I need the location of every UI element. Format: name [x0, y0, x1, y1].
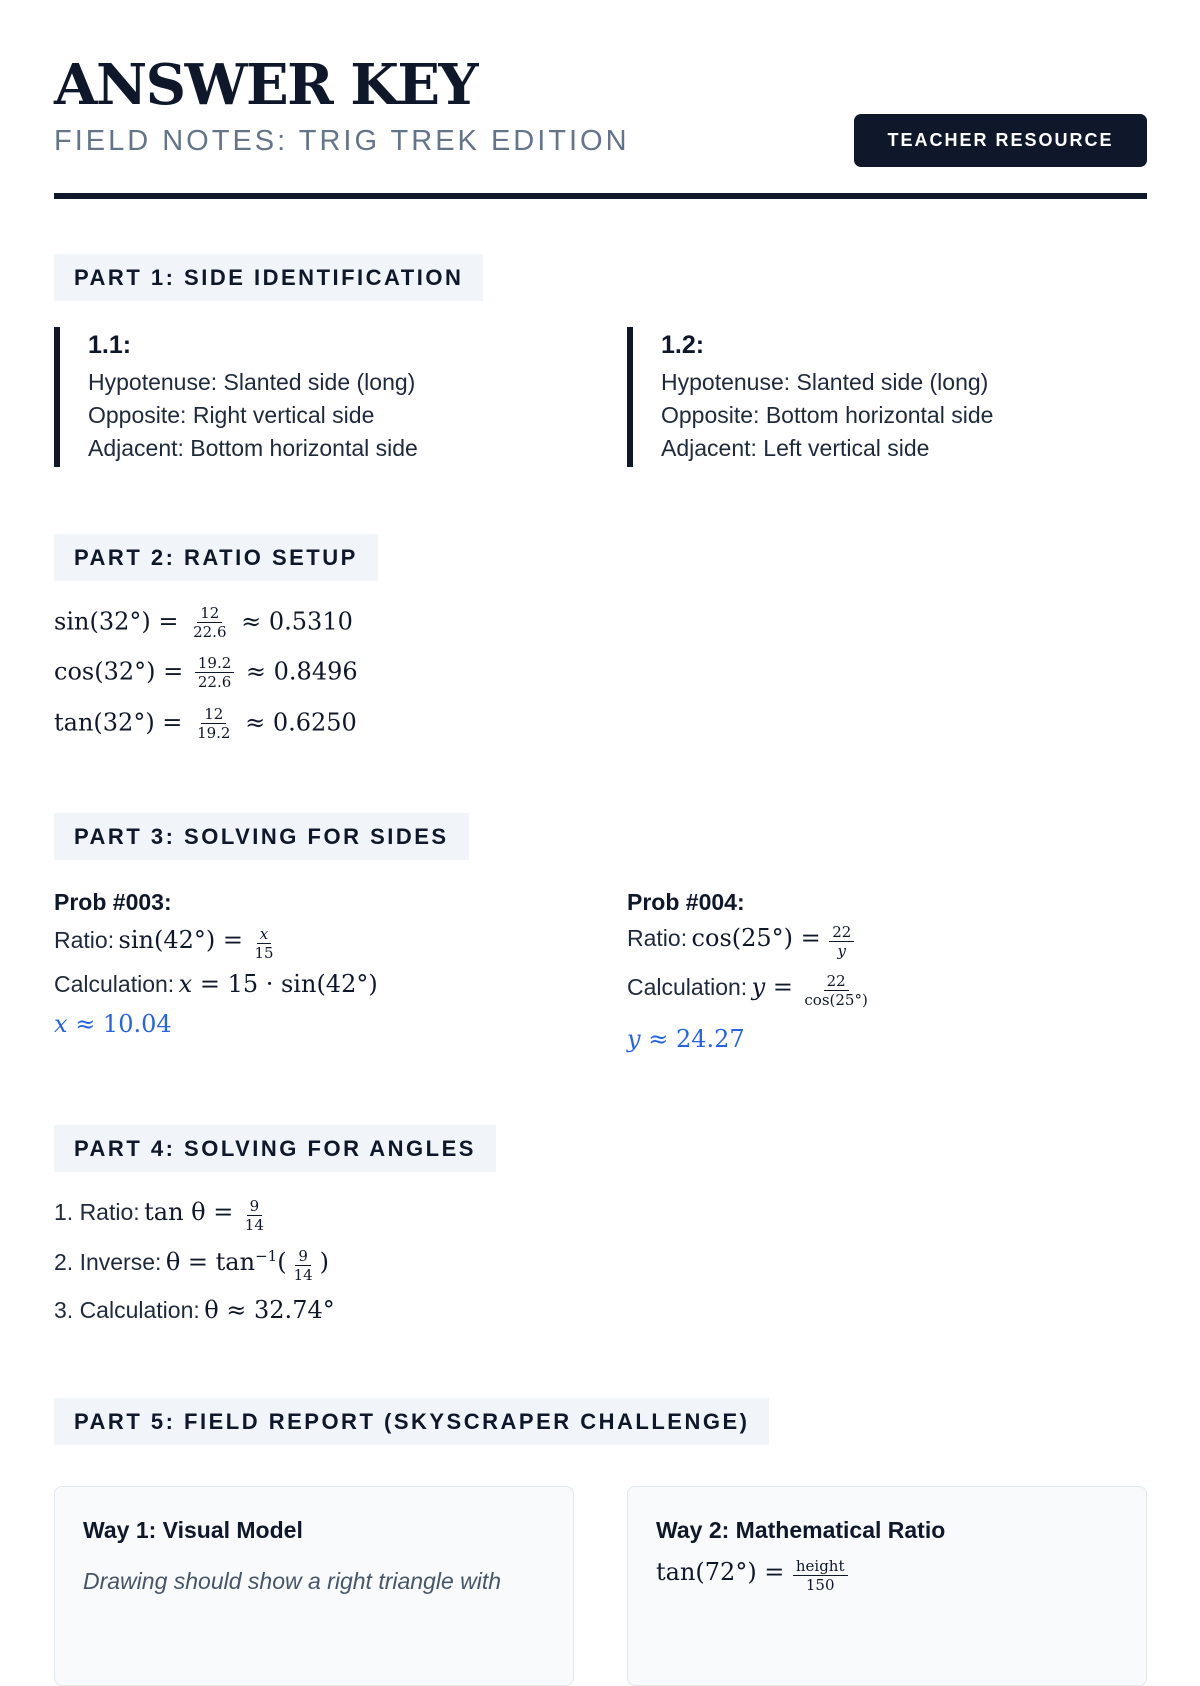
answer-variable: x: [54, 1010, 68, 1038]
part4-heading: PART 4: SOLVING FOR ANGLES: [54, 1125, 496, 1172]
ratio-expression: cos(25°) =: [691, 924, 821, 952]
problem-004-title: Prob #004:: [627, 889, 745, 915]
ratio-result: ≈ 0.6250: [245, 708, 357, 737]
numerator: 22: [824, 974, 849, 991]
cos-ratio-row: [54, 656, 358, 690]
close-paren: ): [319, 1248, 330, 1276]
denominator: y: [837, 941, 846, 960]
denominator: 14: [244, 1215, 264, 1234]
ratio-function: tan(32°) =: [54, 708, 183, 737]
numerator: height: [793, 1559, 848, 1576]
calculation-label: Calculation:: [54, 971, 175, 997]
calc-fraction: [801, 971, 870, 1009]
adjacent-text: Adjacent: Left vertical side: [661, 435, 930, 461]
calc-variable: x: [178, 970, 193, 998]
angle-step-2: [54, 1247, 329, 1283]
problem-003-title: Prob #003:: [54, 889, 172, 915]
ratio-fraction: [195, 656, 234, 690]
way-2-title: Way 2: Mathematical Ratio: [656, 1517, 946, 1543]
ratio-fraction: [829, 922, 854, 960]
numerator: 12: [197, 606, 222, 623]
ratio-function: sin(32°) =: [54, 607, 179, 636]
denominator: 22.6: [193, 623, 227, 641]
numerator: x: [257, 927, 271, 944]
side-identification-1-1: [54, 327, 574, 467]
step-expression: θ = tan: [165, 1248, 256, 1276]
opposite-text: Opposite: Right vertical side: [88, 402, 375, 428]
denominator: 14: [293, 1265, 313, 1284]
adjacent-text: Adjacent: Bottom horizontal side: [88, 435, 418, 461]
page-subtitle: FIELD NOTES: TRIG TREK EDITION: [54, 125, 630, 157]
opposite-text: Opposite: Bottom horizontal side: [661, 402, 994, 428]
ratio-label: Ratio:: [54, 927, 115, 953]
side-identification-1-2: [627, 327, 1147, 467]
ratio-expression: sin(42°) =: [118, 926, 243, 954]
numerator: 22: [829, 925, 854, 942]
ratio-function: cos(32°) =: [54, 657, 184, 686]
hypotenuse-text: Hypotenuse: Slanted side (long): [88, 369, 416, 395]
step-expression: tan θ =: [144, 1198, 234, 1226]
calc-expression: =: [772, 973, 793, 1001]
step-label: 3. Calculation:: [54, 1297, 200, 1323]
denominator: 150: [805, 1575, 835, 1594]
step-label: 2. Inverse:: [54, 1249, 162, 1275]
ratio-fraction: [194, 707, 233, 741]
problem-004-answer: [627, 1025, 745, 1053]
numerator: 19.2: [195, 656, 234, 673]
step-fraction: [291, 1246, 316, 1284]
answer-value: ≈ 24.27: [648, 1025, 745, 1053]
ratio-fraction: [190, 606, 229, 640]
inverse-exponent: −1: [255, 1247, 278, 1265]
teacher-resource-badge: TEACHER RESOURCE: [854, 114, 1147, 167]
calc-expression: = 15 · sin(42°): [199, 970, 378, 998]
page-title: ANSWER KEY: [54, 52, 478, 118]
step-expression: θ ≈ 32.74°: [204, 1296, 335, 1324]
numerator: 9: [247, 1199, 263, 1216]
denominator: 19.2: [197, 724, 231, 742]
problem-003-answer: [54, 1010, 172, 1038]
problem-004-calculation: [627, 973, 875, 1008]
angle-step-3: [54, 1296, 335, 1324]
sin-ratio-row: [54, 606, 353, 640]
hypotenuse-text: Hypotenuse: Slanted side (long): [661, 369, 989, 395]
answer-variable: y: [627, 1025, 641, 1053]
denominator: 15: [254, 943, 274, 962]
way-2-fraction: [793, 1556, 848, 1594]
calculation-label: Calculation:: [627, 974, 748, 1000]
part5-heading: PART 5: FIELD REPORT (SKYSCRAPER CHALLENGE): [54, 1398, 769, 1445]
open-paren: (: [277, 1248, 287, 1276]
part1-heading: PART 1: SIDE IDENTIFICATION: [54, 254, 483, 301]
denominator: cos(25°): [804, 990, 868, 1009]
calc-variable: y: [751, 973, 766, 1001]
way-1-card: [54, 1486, 574, 1686]
denominator: 22.6: [197, 673, 232, 691]
ratio-label: Ratio:: [627, 925, 688, 951]
part2-heading: PART 2: RATIO SETUP: [54, 534, 378, 581]
header-divider: [54, 193, 1147, 199]
way-2-equation: [656, 1558, 1118, 1593]
problem-003-calculation: [54, 970, 378, 998]
way-1-title: Way 1: Visual Model: [83, 1517, 303, 1543]
item-label: 1.2:: [661, 331, 705, 359]
angle-step-1: [54, 1198, 271, 1233]
problem-004-ratio: [627, 924, 858, 959]
header: [54, 0, 1147, 200]
step-fraction: [242, 1196, 267, 1234]
way-2-card: [627, 1486, 1147, 1686]
numerator: 12: [201, 707, 226, 724]
way-1-body: Drawing should show a right triangle with: [83, 1568, 502, 1594]
numerator: 9: [295, 1249, 311, 1266]
ratio-result: ≈ 0.5310: [241, 607, 353, 636]
ratio-fraction: [251, 924, 276, 962]
ratio-result: ≈ 0.8496: [245, 657, 358, 686]
way-2-expression: tan(72°) =: [656, 1558, 785, 1586]
item-label: 1.1:: [88, 331, 132, 359]
step-label: 1. Ratio:: [54, 1199, 140, 1225]
part3-heading: PART 3: SOLVING FOR SIDES: [54, 813, 469, 860]
problem-003-ratio: [54, 926, 281, 961]
tan-ratio-row: [54, 707, 357, 741]
answer-value: ≈ 10.04: [75, 1010, 172, 1038]
